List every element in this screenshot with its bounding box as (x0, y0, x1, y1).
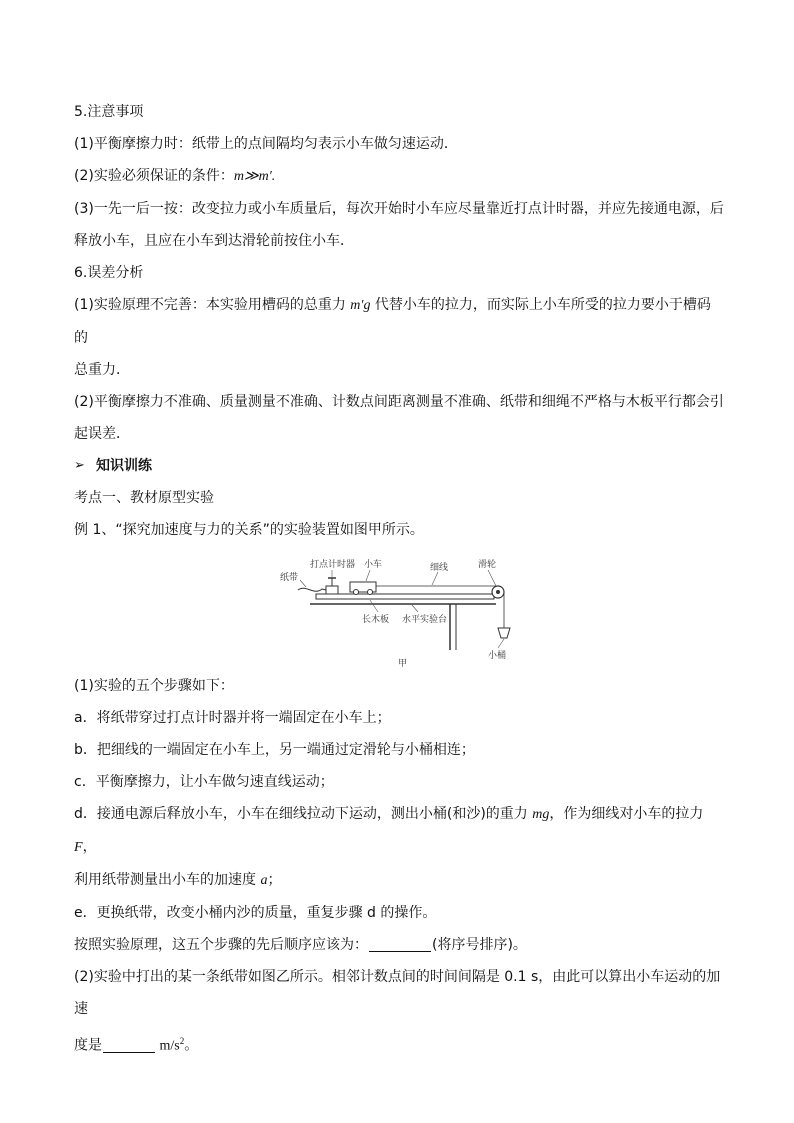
step-d-mg: mg (532, 807, 550, 822)
order-question (74, 929, 724, 961)
section5-item3-line1: (3)一先一后一按：改变拉力或小车质量后，每次开始时小车应尽量靠近打点计时器，并应先接通电源，后 (74, 201, 724, 217)
label-tape: 纸带 (280, 573, 299, 583)
label-cart: 小车 (364, 560, 383, 570)
kaodian-title: 考点一、教材原型实验 (74, 490, 214, 506)
label-table: 水平实验台 (402, 615, 448, 625)
apparatus-diagram (270, 550, 530, 670)
label-pulley: 滑轮 (478, 560, 497, 570)
label-bucket: 小桶 (488, 651, 507, 661)
step-c: c．平衡摩擦力，让小车做匀速直线运动； (74, 774, 334, 790)
section6-item2-line1: (2)平衡摩擦力不准确、质量测量不准确、计数点间距离测量不准确、纸带和细绳不严格与木板平行都会引 (74, 394, 724, 410)
step-d-suffix: ， (82, 839, 97, 855)
q2-end: 。 (184, 1037, 199, 1054)
label-board: 长木板 (362, 615, 390, 625)
item1-formula: m′g (350, 298, 371, 313)
step-e: e．更换纸带，改变小桶内沙的质量，重复步骤 d 的操作。 (74, 905, 437, 921)
training-title: 知识训练 (96, 458, 152, 474)
order-suffix: (将序号排序)。 (432, 937, 527, 953)
section5-item3-line2: 释放小车，且应在小车到达滑轮前按住小车． (74, 233, 354, 249)
figure-caption: 甲 (398, 659, 408, 669)
arrow-icon: ➢ (74, 458, 85, 473)
item2-text: (2)实验必须保证的条件： (74, 168, 234, 184)
q1-intro: (1)实验的五个步骤如下： (74, 678, 234, 694)
label-timer: 打点计时器 (310, 560, 356, 570)
label-thread: 细线 (430, 563, 449, 573)
timer-body (326, 586, 338, 594)
step-d2-suffix: ； (267, 872, 282, 888)
q2-line1: (2)实验中打出的某一条纸带如图乙所示。相邻计数点间的时间间隔是 0.1 s，由此可以算出小车运动的加速 (74, 969, 721, 1017)
training-heading (74, 450, 724, 482)
step-d-middle: ，作为细线对小车的拉力 (549, 806, 704, 822)
example-1: 例 1、“探究加速度与力的关系”的实验装置如图甲所示。 (74, 522, 424, 538)
q2-unit-sup: 2 (179, 1036, 185, 1046)
paper-tape (298, 588, 326, 591)
item1-suffix: 代替小车的拉力，而实际上小车所受的拉力要小于槽码的 (74, 297, 711, 346)
section6-item2-line2: 起误差． (74, 426, 130, 442)
document-page (74, 96, 724, 1063)
q2-line2 (74, 1025, 724, 1063)
step-d-a: a (260, 873, 268, 888)
section5-title: 5.注意事项 (74, 104, 144, 120)
apparatus-figure (270, 550, 530, 670)
step-d-line1 (74, 798, 724, 864)
q2-prefix: 度是 (74, 1037, 102, 1054)
section6-item1-line2: 总重力． (74, 362, 130, 378)
section5-item1: (1)平衡摩擦力时：纸带上的点间隔均匀表示小车做匀速运动． (74, 136, 458, 152)
step-d2-prefix: 利用纸带测量出小车的加速度 (74, 872, 261, 888)
section6-item1-line1 (74, 289, 724, 354)
step-a: a．将纸带穿过打点计时器并将一端固定在小车上； (74, 710, 391, 726)
q2-unit: m/s (156, 1038, 180, 1054)
section6-title: 6.误差分析 (74, 265, 144, 281)
step-d-F: F (74, 840, 83, 855)
long-board (316, 594, 494, 599)
step-d-prefix: d．接通电源后释放小车，小车在细线拉动下运动，测出小桶(和沙)的重力 (74, 806, 533, 822)
item1-prefix: (1)实验原理不完善：本实验用槽码的总重力 (74, 297, 351, 313)
step-b: b．把细线的一端固定在小车上，另一端通过定滑轮与小桶相连； (74, 742, 475, 758)
item2-formula: m≫m′. (233, 169, 276, 184)
order-prefix: 按照实验原理，这五个步骤的先后顺序应该为： (74, 937, 368, 953)
order-answer-blank[interactable] (369, 937, 431, 952)
bucket (498, 628, 510, 638)
acceleration-answer-blank[interactable] (103, 1038, 155, 1053)
section5-item2 (74, 160, 724, 193)
step-d-line2 (74, 864, 724, 897)
